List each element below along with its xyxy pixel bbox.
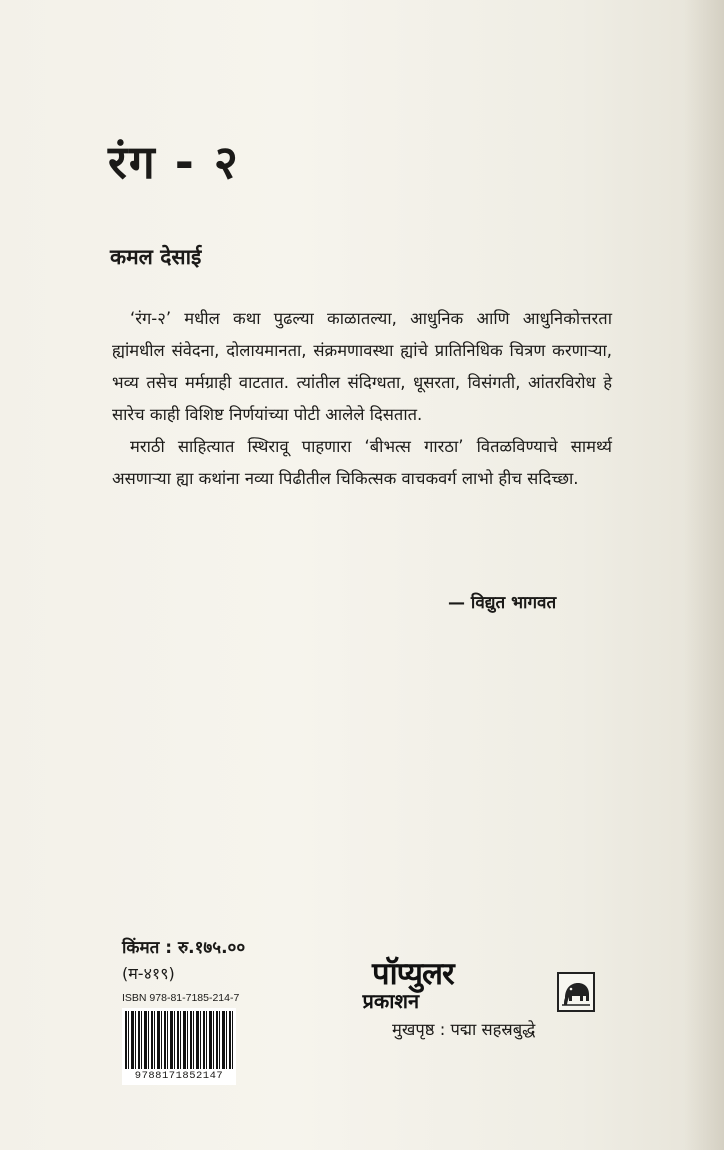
- book-title: रंग - २: [108, 135, 240, 189]
- isbn-number: ISBN 978-81-7185-214-7: [122, 992, 240, 1004]
- blurb-paragraph-2: मराठी साहित्यात स्थिरावू पाहणारा ‘बीभत्स गारठा’ वितळविण्याचे सामर्थ्य असणाऱ्या ह्या कथांना नव्या पिढीतील चिकित्सक वाचकवर्ग लाभो हीच सदिच्छा.: [112, 437, 612, 488]
- cover-credit: मुखपृष्ठ : पद्मा सहस्रबुद्धे: [392, 1020, 536, 1039]
- elephant-logo-icon: [557, 972, 595, 1012]
- book-author: कमल देसाई: [110, 245, 202, 269]
- barcode-digits: 9788171852147: [134, 1070, 224, 1082]
- publisher-wordmark: [362, 956, 454, 1013]
- cover-edge-shadow: [684, 0, 724, 1150]
- isbn-barcode: [122, 1008, 236, 1085]
- publisher-name: पॉप्युलर: [372, 956, 454, 992]
- blurb-text: [112, 303, 612, 495]
- book-price: किंमत : रु.१७५.००: [122, 938, 246, 958]
- publisher-sub: प्रकाशन: [362, 989, 420, 1013]
- blurb-paragraph-1: ‘रंग-२’ मधील कथा पुढल्या काळातल्या, आधुनिक आणि आधुनिकोत्तरता ह्यांमधील संवेदना, दोलायमानता, संक्रमणावस्था ह्यांचे प्रातिनिधिक चित्रण करणाऱ्या, भव्य तसेच मर्मग्राही वाटतात. त्यांतील संदिग्धता, धूसरता, विसंगती, आंतरविरोध हे सारेच काही विशिष्ट निर्णयांच्या पोटी आलेले दिसतात.: [112, 309, 612, 424]
- barcode-bars: [125, 1011, 233, 1069]
- blurb-signature: — विद्युत भागवत: [448, 593, 557, 613]
- catalog-code: (म-४१९): [122, 964, 175, 983]
